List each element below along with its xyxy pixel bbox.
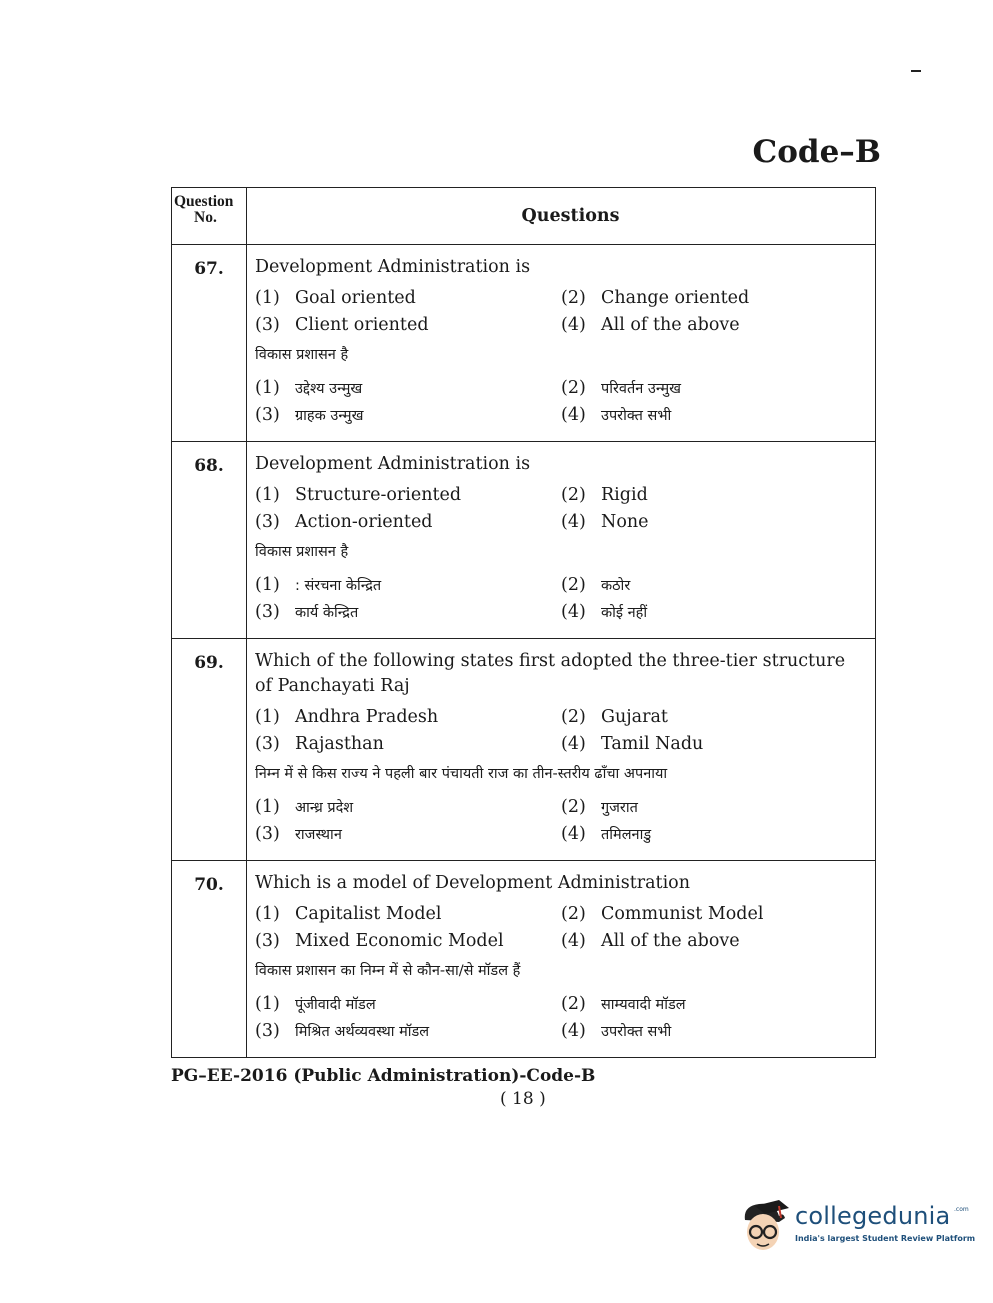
option-number: (3) [255,1021,280,1041]
option-item [255,575,561,595]
option-number: (1) [255,707,280,727]
question-stem-hindi: विकास प्रशासन का निम्न में से कौन-सा/से मॉडल हैं [255,963,521,979]
option-number: (1) [255,994,280,1014]
question-body [247,861,876,1058]
option-number: (2) [561,797,586,817]
option-text: Goal oriented [295,288,416,308]
option-text: उपरोक्त सभी [601,1024,672,1040]
options-english [255,485,867,532]
question-body [247,245,876,442]
option-item [255,824,561,844]
option-number: (2) [561,378,586,398]
scan-mark [911,70,921,72]
footer-paper-title: PG–EE-2016 (Public Administration)-Code-B [171,1066,596,1086]
option-number: (2) [561,288,586,308]
option-number: (3) [255,405,280,425]
option-text: Action-oriented [295,512,433,532]
options-english [255,288,867,335]
question-row [172,861,876,1058]
option-item [255,994,561,1014]
page-number: ( 18 ) [500,1089,546,1109]
question-row [172,639,876,861]
option-number: (1) [255,797,280,817]
option-text: Client oriented [295,315,429,335]
question-stem-hindi: विकास प्रशासन है [255,347,349,363]
option-number: (2) [561,904,586,924]
question-rows [172,245,876,1058]
option-text: Rigid [601,485,648,505]
question-no-header-line1: Question [174,193,234,210]
option-text: उपरोक्त सभी [601,408,672,424]
question-stem-english: Which of the following states first adopted the three-tier structure of Panchayati Raj [255,651,846,696]
logo-tagline: India's largest Student Review Platform [795,1234,976,1243]
option-item [561,315,867,335]
option-number: (1) [255,904,280,924]
option-item [561,994,867,1014]
option-text: : संरचना केन्द्रित [295,578,382,594]
option-number: (3) [255,734,280,754]
option-text: Structure-oriented [295,485,462,505]
option-number: (4) [561,1021,586,1041]
option-item [561,931,867,951]
option-item [255,485,561,505]
option-number: (1) [255,288,280,308]
table-header-row [172,188,876,245]
question-number: 68. [172,442,247,639]
option-item [561,575,867,595]
option-item [255,797,561,817]
option-text: साम्यवादी मॉडल [601,997,686,1013]
option-number: (2) [561,994,586,1014]
option-number: (2) [561,485,586,505]
option-number: (2) [561,707,586,727]
option-number: (2) [561,575,586,595]
question-no-header [172,188,247,245]
option-text: कोई नहीं [601,605,648,621]
option-item [255,602,561,622]
question-stem-english: Development Administration is [255,257,531,277]
options-hindi [255,797,867,844]
option-text: Rajasthan [295,734,384,754]
option-item [255,378,561,398]
option-number: (4) [561,931,586,951]
option-item [561,707,867,727]
option-item [255,734,561,754]
option-item [561,824,867,844]
option-text: ग्राहक उन्मुख [295,408,364,424]
option-number: (1) [255,485,280,505]
option-item [561,378,867,398]
question-no-header-line2: No. [194,209,217,226]
option-item [561,512,867,532]
logo-name: collegedunia [795,1202,951,1230]
question-stem-english: Development Administration is [255,454,531,474]
option-number: (4) [561,315,586,335]
option-number: (4) [561,734,586,754]
option-item [255,288,561,308]
option-number: (4) [561,602,586,622]
option-number: (3) [255,315,280,335]
option-text: गुजरात [601,800,638,816]
question-row [172,442,876,639]
option-number: (3) [255,931,280,951]
options-english [255,904,867,951]
option-text: पूंजीवादी मॉडल [295,997,376,1013]
collegedunia-logo [735,1198,976,1258]
option-text: Gujarat [601,707,668,727]
option-number: (4) [561,512,586,532]
options-hindi [255,994,867,1041]
options-hindi [255,575,867,622]
option-text: कार्य केन्द्रित [295,605,359,621]
mascot-icon [735,1198,793,1256]
option-text: Tamil Nadu [601,734,704,754]
option-item [255,931,561,951]
option-text: राजस्थान [295,827,342,843]
option-item [561,288,867,308]
option-number: (3) [255,512,280,532]
option-text: कठोर [601,578,631,594]
option-number: (4) [561,405,586,425]
option-text: तमिलनाडु [601,827,652,843]
options-english [255,707,867,754]
question-stem-hindi: विकास प्रशासन है [255,544,349,560]
question-number: 67. [172,245,247,442]
option-text: Capitalist Model [295,904,442,924]
option-text: Change oriented [601,288,750,308]
option-item [561,797,867,817]
option-item [561,904,867,924]
option-text: Andhra Pradesh [295,707,439,727]
option-number: (3) [255,824,280,844]
question-table [171,187,876,1058]
option-text: Mixed Economic Model [295,931,504,951]
option-number: (1) [255,575,280,595]
question-number: 70. [172,861,247,1058]
option-text: आन्ध्र प्रदेश [295,800,354,816]
questions-header: Questions [247,188,876,245]
question-stem-english: Which is a model of Development Administration [255,873,690,893]
option-text: मिश्रित अर्थव्यवस्था मॉडल [295,1024,430,1040]
option-number: (4) [561,824,586,844]
option-number: (3) [255,602,280,622]
option-item [561,405,867,425]
option-number: (1) [255,378,280,398]
option-item [561,485,867,505]
options-hindi [255,378,867,425]
option-text: Communist Model [601,904,764,924]
option-text: All of the above [601,315,740,335]
option-text: All of the above [601,931,740,951]
option-item [255,904,561,924]
option-item [561,1021,867,1041]
option-item [255,1021,561,1041]
question-row [172,245,876,442]
paper-code: Code–B [752,134,881,170]
option-item [255,707,561,727]
option-text: उद्देश्य उन्मुख [295,381,363,397]
option-item [255,405,561,425]
question-number: 69. [172,639,247,861]
option-item [561,734,867,754]
option-item [561,602,867,622]
option-item [255,315,561,335]
logo-suffix: .com [954,1206,969,1213]
option-text: परिवर्तन उन्मुख [601,381,681,397]
question-body [247,639,876,861]
option-item [255,512,561,532]
question-body [247,442,876,639]
question-stem-hindi: निम्न में से किस राज्य ने पहली बार पंचायती राज का तीन-स्तरीय ढाँचा अपनाया [255,766,668,782]
option-text: None [601,512,649,532]
